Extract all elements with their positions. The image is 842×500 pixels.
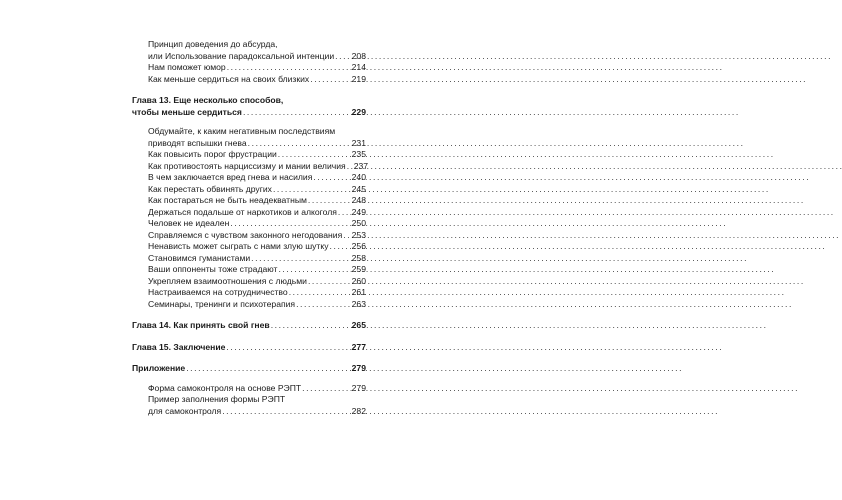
toc-entry-title: Ненависть может сыграть с нами злую шутку — [148, 241, 329, 251]
toc-entry-page: 208 — [351, 50, 366, 61]
toc-chapter-13[interactable] — [132, 107, 366, 119]
toc-entry[interactable] — [132, 51, 366, 63]
toc-entry[interactable] — [132, 218, 366, 230]
dot-leader — [308, 195, 351, 207]
toc-entry[interactable] — [132, 160, 369, 173]
dot-leader — [310, 74, 350, 86]
toc-entry-page: 260 — [351, 275, 366, 286]
chapter-page: 277 — [351, 341, 366, 352]
toc-entry-page: 231 — [351, 137, 366, 148]
appendix-title: Приложение — [132, 363, 186, 373]
toc-entry-title-line1: Принцип доведения до абсурда, — [148, 39, 278, 49]
toc-entry[interactable] — [132, 74, 366, 86]
toc-entry[interactable] — [132, 230, 366, 242]
toc-entry[interactable] — [132, 195, 366, 207]
toc-entry-title: Семинары, тренинги и психотерапия — [148, 298, 296, 309]
dot-leader — [343, 230, 350, 242]
dot-leader — [335, 51, 351, 63]
dot-leader — [308, 276, 351, 288]
dot-leader — [289, 287, 351, 299]
toc-entry[interactable] — [132, 383, 366, 395]
toc-entry-title-line1: Пример заполнения формы РЭПТ — [148, 394, 286, 404]
toc-entry[interactable] — [132, 264, 366, 276]
chapter-13-title-line1: Глава 13. Еще несколько способов, — [132, 95, 284, 105]
toc-entry-title: или Использование парадоксальной интенции — [148, 50, 335, 61]
toc-entry-page: 258 — [351, 252, 366, 263]
dot-leader — [347, 161, 353, 173]
toc-entry-page: 214 — [351, 62, 366, 72]
chapter-title: Глава 15. Заключение — [132, 341, 226, 352]
toc-entry[interactable] — [132, 241, 366, 253]
toc-entry[interactable] — [132, 299, 366, 311]
toc-entry[interactable] — [132, 184, 366, 196]
toc-entry-page: 282 — [351, 405, 366, 416]
toc-entry-title: приводят вспышки гнева — [148, 137, 247, 148]
dot-leader — [186, 363, 350, 375]
dot-leader — [296, 299, 351, 311]
toc-entry-page: 263 — [351, 298, 366, 309]
toc-entry-page: 237 — [353, 160, 369, 171]
dot-leader — [330, 241, 351, 253]
dot-leader — [278, 264, 350, 276]
toc-entry[interactable] — [132, 172, 366, 184]
toc-entry-title: Как меньше сердиться на своих близких — [148, 73, 310, 84]
toc-entry-page: 279 — [351, 382, 366, 393]
toc-entry-title-line1: Обдумайте, к каким негативным последствиям — [148, 126, 336, 136]
toc-chapter-15[interactable] — [132, 342, 366, 354]
toc-entry-page: 240 — [351, 172, 366, 182]
toc-entry[interactable] — [132, 287, 366, 299]
toc-entry-title: Нам поможет юмор — [148, 62, 226, 72]
toc-entry[interactable] — [132, 276, 366, 288]
toc-chapter-14[interactable] — [132, 320, 366, 332]
chapter-page: 265 — [351, 320, 366, 330]
toc-entry-title: Укрепляем взаимоотношения с людьми — [148, 275, 307, 286]
toc-entry[interactable] — [132, 207, 366, 219]
dot-leader — [230, 218, 350, 230]
dot-leader — [273, 184, 351, 196]
toc-entry[interactable] — [132, 406, 366, 418]
toc-entry-page: 235 — [351, 149, 366, 159]
toc-entry-page: 219 — [351, 73, 366, 84]
toc-entry[interactable] — [132, 138, 366, 150]
dot-leader — [226, 342, 350, 354]
dot-leader — [251, 253, 351, 265]
dot-leader — [338, 207, 351, 219]
chapter-page: 229 — [351, 106, 366, 117]
toc-entry-title: Как противостоять нарциссизму и мании величия — [148, 160, 346, 171]
toc-entry-title: Как перестать обвинять других — [148, 183, 272, 194]
dot-leader — [243, 107, 351, 119]
toc-entry-title: Человек не идеален — [148, 218, 230, 228]
table-of-contents — [132, 39, 369, 417]
toc-entry-title: В чем заключается вред гнева и насилия — [148, 172, 313, 182]
chapter-title: чтобы меньше сердиться — [132, 106, 242, 117]
toc-entry-title: Справляемся с чувством законного негодования — [148, 229, 343, 240]
toc-entry-title: Как повысить порог фрустрации — [148, 149, 277, 159]
dot-leader — [313, 172, 350, 184]
toc-entry[interactable] — [132, 149, 366, 161]
toc-entry-page: 253 — [351, 229, 366, 240]
dot-leader — [222, 406, 350, 418]
toc-entry-title: Настраиваемся на сотрудничество — [148, 287, 288, 297]
dot-leader — [227, 62, 351, 74]
toc-entry-title: Становимся гуманистами — [148, 252, 251, 263]
toc-entry-page: 245 — [351, 183, 366, 194]
dot-leader — [302, 383, 350, 395]
appendix-page: 279 — [351, 363, 366, 373]
toc-entry-page: 261 — [351, 287, 366, 297]
toc-appendix[interactable] — [132, 363, 366, 375]
toc-entry-page: 256 — [351, 241, 366, 251]
dot-leader — [271, 320, 351, 332]
toc-entry-page: 249 — [351, 206, 366, 217]
dot-leader — [248, 138, 351, 150]
toc-entry-title: для самоконтроля — [148, 405, 222, 416]
toc-entry-title: Как постараться не быть неадекватным — [148, 195, 307, 205]
toc-entry[interactable] — [132, 253, 366, 265]
toc-entry-page: 248 — [351, 195, 366, 205]
toc-entry[interactable] — [132, 62, 366, 74]
toc-entry-page: 259 — [351, 264, 366, 274]
toc-entry-title: Держаться подальше от наркотиков и алкоголя — [148, 206, 337, 217]
chapter-title: Глава 14. Как принять свой гнев — [132, 320, 270, 330]
toc-entry-page: 250 — [351, 218, 366, 228]
dot-leader — [278, 149, 351, 161]
toc-entry-title: Форма самоконтроля на основе РЭПТ — [148, 382, 302, 393]
toc-entry-title: Ваши оппоненты тоже страдают — [148, 264, 278, 274]
